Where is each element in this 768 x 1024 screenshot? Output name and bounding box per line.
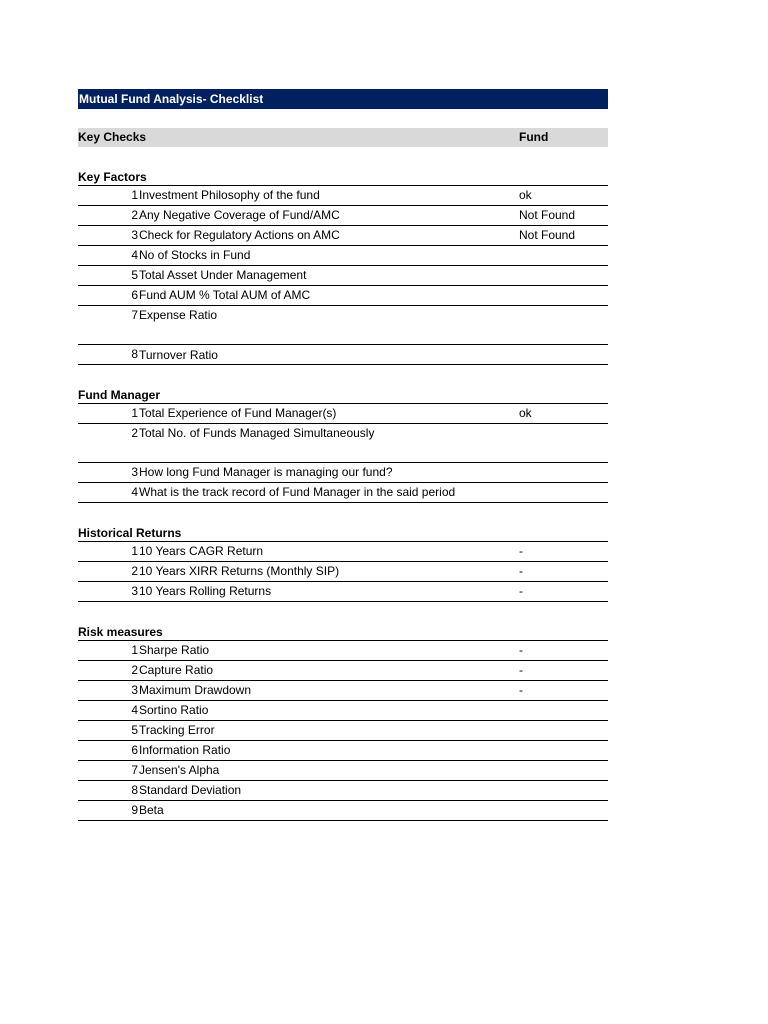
- row-label: 10 Years XIRR Returns (Monthly SIP): [139, 564, 340, 578]
- checklist-row: [78, 581, 608, 602]
- row-value: Not Found: [519, 208, 576, 222]
- row-number: 8: [131, 347, 138, 361]
- row-number: 9: [131, 803, 138, 817]
- row-number: 7: [131, 763, 138, 777]
- checklist-row: [78, 225, 608, 245]
- row-number: 7: [131, 308, 138, 322]
- checklist-sheet: [78, 89, 608, 821]
- row-value: -: [519, 564, 523, 578]
- row-label: What is the track record of Fund Manager in the said period: [139, 485, 456, 499]
- checklist-row: [78, 344, 608, 365]
- row-number: 3: [131, 683, 138, 697]
- sheet-title: Mutual Fund Analysis- Checklist: [78, 89, 608, 109]
- row-label: Total Asset Under Management: [139, 268, 307, 282]
- row-number: 4: [131, 703, 138, 717]
- row-number: 6: [131, 743, 138, 757]
- checklist-row: [78, 680, 608, 700]
- checklist-row: [78, 185, 608, 205]
- checklist-row: [78, 541, 608, 561]
- row-value: -: [519, 683, 523, 697]
- row-label: Capture Ratio: [139, 663, 214, 677]
- row-number: 5: [131, 723, 138, 737]
- checklist-row: [78, 305, 608, 344]
- spacer: [78, 109, 608, 128]
- row-label: No of Stocks in Fund: [139, 248, 251, 262]
- row-value: ok: [519, 188, 532, 202]
- row-number: 2: [131, 564, 138, 578]
- row-number: 5: [131, 268, 138, 282]
- row-value: -: [519, 643, 523, 657]
- row-value: ok: [519, 406, 532, 420]
- row-number: 2: [131, 663, 138, 677]
- row-label: 10 Years Rolling Returns: [139, 584, 272, 598]
- checklist-row: [78, 720, 608, 740]
- row-label: Information Ratio: [139, 743, 231, 757]
- key-checks-header: Key Checks: [78, 130, 147, 144]
- row-label: Standard Deviation: [139, 783, 242, 797]
- checklist-row: [78, 640, 608, 660]
- row-label: Investment Philosophy of the fund: [139, 188, 320, 202]
- section-title-risk-measures: Risk measures: [78, 625, 163, 639]
- row-number: 2: [131, 426, 138, 440]
- checklist-row: [78, 482, 608, 503]
- row-number: 6: [131, 288, 138, 302]
- section-title-key-factors: Key Factors: [78, 170, 147, 184]
- checklist-row: [78, 780, 608, 800]
- checklist-row: [78, 561, 608, 581]
- row-number: 3: [131, 465, 138, 479]
- row-number: 1: [131, 643, 138, 657]
- row-label: Turnover Ratio: [139, 348, 218, 362]
- checklist-row: [78, 740, 608, 760]
- checklist-row: [78, 462, 608, 482]
- row-label: Any Negative Coverage of Fund/AMC: [139, 208, 340, 222]
- spacer: [78, 365, 608, 384]
- row-label: Beta: [139, 803, 164, 817]
- checklist-row: [78, 205, 608, 225]
- checklist-row: [78, 403, 608, 423]
- row-label: Fund AUM % Total AUM of AMC: [139, 288, 311, 302]
- checklist-row: [78, 285, 608, 305]
- row-label: Total No. of Funds Managed Simultaneously: [139, 426, 375, 440]
- row-number: 4: [131, 248, 138, 262]
- checklist-row: [78, 660, 608, 680]
- row-label: Maximum Drawdown: [139, 683, 252, 697]
- row-number: 1: [131, 544, 138, 558]
- row-number: 1: [131, 406, 138, 420]
- column-header-row: [78, 128, 608, 147]
- row-label: 10 Years CAGR Return: [139, 544, 264, 558]
- spacer: [78, 147, 608, 166]
- row-number: 3: [131, 228, 138, 242]
- row-value: -: [519, 544, 523, 558]
- checklist-row: [78, 265, 608, 285]
- section-title-historical-returns: Historical Returns: [78, 526, 182, 540]
- row-label: Expense Ratio: [139, 308, 218, 322]
- row-label: Sortino Ratio: [139, 703, 209, 717]
- checklist-row: [78, 423, 608, 462]
- row-number: 2: [131, 208, 138, 222]
- row-label: Jensen's Alpha: [139, 763, 220, 777]
- spacer: [78, 503, 608, 522]
- checklist-row: [78, 760, 608, 780]
- row-number: 1: [131, 188, 138, 202]
- row-label: Total Experience of Fund Manager(s): [139, 406, 337, 420]
- row-value: -: [519, 584, 523, 598]
- checklist-row: [78, 700, 608, 720]
- spacer: [78, 602, 608, 621]
- fund-header: Fund: [519, 130, 549, 144]
- row-label: Check for Regulatory Actions on AMC: [139, 228, 340, 242]
- row-label: How long Fund Manager is managing our fund?: [139, 465, 393, 479]
- checklist-row: [78, 800, 608, 821]
- row-label: Sharpe Ratio: [139, 643, 210, 657]
- checklist-row: [78, 245, 608, 265]
- row-value: -: [519, 663, 523, 677]
- row-value: Not Found: [519, 228, 576, 242]
- row-label: Tracking Error: [139, 723, 215, 737]
- row-number: 3: [131, 584, 138, 598]
- row-number: 8: [131, 783, 138, 797]
- section-title-fund-manager: Fund Manager: [78, 388, 161, 402]
- row-number: 4: [131, 485, 138, 499]
